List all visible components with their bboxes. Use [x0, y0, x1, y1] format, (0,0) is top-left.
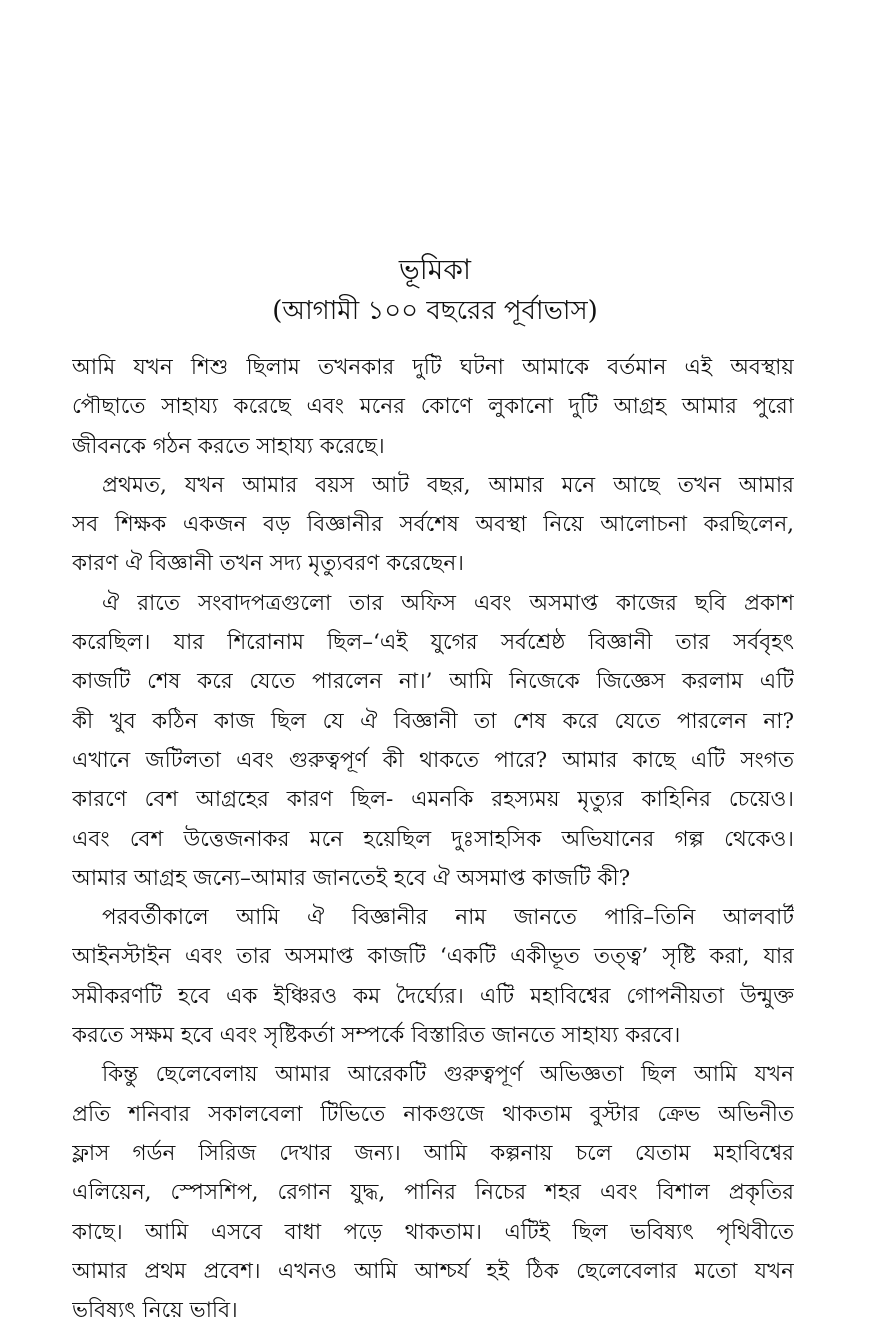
text-line: কী খুব কঠিন কাজ ছিল যে ঐ বিজ্ঞানী তা শেষ করে যেতে পারলেন না? [72, 708, 794, 734]
text-line: আমার প্রথম প্রবেশ। এখনও আমি আশ্চর্য হই ঠিক ছেলেবেলার মতো যখন [72, 1258, 794, 1284]
text-line: জীবনকে গঠন করতে সাহায্য করেছে। [72, 433, 385, 459]
text-line: কারণ ঐ বিজ্ঞানী তখন সদ্য মৃত্যুবরণ করেছেন। [72, 551, 464, 577]
body-text [72, 348, 794, 1330]
text-line: করেছিল। যার শিরোনাম ছিল–‘এই যুগের সর্বশ্রেষ্ঠ বিজ্ঞানী তার সর্ববৃহৎ [72, 630, 794, 656]
text-line: আমি যখন শিশু ছিলাম তখনকার দুটি ঘটনা আমাকে বর্তমান এই অবস্থায় [72, 355, 794, 380]
text-line: কিন্তু ছেলেবেলায় আমার আরেকটি গুরুত্বপূর্ণ অভিজ্ঞতা ছিল আমি যখন [102, 1062, 794, 1088]
page-subtitle: (আগামী ১০০ বছরের পূর্বাভাস) [272, 296, 598, 326]
text-line: করতে সক্ষম হবে এবং সৃষ্টিকর্তা সম্পর্কে বিস্তারিত জানতে সাহায্য করবে। [72, 1023, 681, 1049]
text-line: আইনস্টাইন এবং তার অসমাপ্ত কাজটি ‘একটি একীভূত তত্ত্ব’ সৃষ্টি করা, যার [72, 944, 794, 970]
text-line: প্রথমত, যখন আমার বয়স আট বছর, আমার মনে আছে তখন আমার [102, 472, 794, 498]
text-line: এলিয়েন, স্পেসশিপ, রেগান যুদ্ধ, পানির নিচের শহর এবং বিশাল প্রকৃতির [72, 1180, 794, 1206]
text-line: কাছে। আমি এসবে বাধা পড়ে থাকতাম। এটিই ছিল ভবিষ্যৎ পৃথিবীতে [72, 1219, 794, 1245]
text-line: ফ্লাস গর্ডন সিরিজ দেখার জন্য। আমি কল্পনায় চলে যেতাম মহাবিশ্বের [72, 1140, 794, 1166]
text-line: এবং বেশ উত্তেজনাকর মনে হয়েছিল দুঃসাহসিক অভিযানের গল্প থেকেও। [72, 826, 794, 852]
text-line: আমার আগ্রহ জন্যে–আমার জানতেই হবে ঐ অসমাপ্ত কাজটি কী? [72, 865, 631, 891]
text-line: সব শিক্ষক একজন বড় বিজ্ঞানীর সর্বশেষ অবস্থা নিয়ে আলোচনা করছিলেন, [72, 512, 794, 538]
text-line: প্রতি শনিবার সকালবেলা টিভিতে নাকগুজে থাকতাম বুস্টার ক্রেভ অভিনীত [72, 1101, 794, 1127]
text-line: কারণে বেশ আগ্রহের কারণ ছিল- এমনকি রহস্যময় মৃত্যুর কাহিনির চেয়েও। [72, 787, 794, 813]
text-line: ঐ রাতে সংবাদপত্রগুলো তার অফিস এবং অসমাপ্ত কাজের ছবি প্রকাশ [102, 590, 794, 616]
page-title: ভূমিকা [398, 253, 472, 286]
text-line: কাজটি শেষ করে যেতে পারলেন না।’ আমি নিজেকে জিজ্ঞেস করলাম এটি [72, 669, 794, 695]
text-line: সমীকরণটি হবে এক ইঞ্চিরও কম দৈর্ঘ্যের। এটি মহাবিশ্বের গোপনীয়তা উন্মুক্ত [72, 983, 794, 1009]
text-line: পরবর্তীকালে আমি ঐ বিজ্ঞানীর নাম জানতে পারি–তিনি আলবার্ট [102, 905, 794, 931]
text-line: পৌছাতে সাহায্য করেছে এবং মনের কোণে লুকানো দুটি আগ্রহ আমার পুরো [72, 394, 794, 420]
text-line: ভবিষ্যৎ নিয়ে ভাবি। [72, 1298, 238, 1324]
text-line: এখানে জটিলতা এবং গুরুত্বপূর্ণ কী থাকতে পারে? আমার কাছে এটি সংগত [72, 747, 794, 773]
